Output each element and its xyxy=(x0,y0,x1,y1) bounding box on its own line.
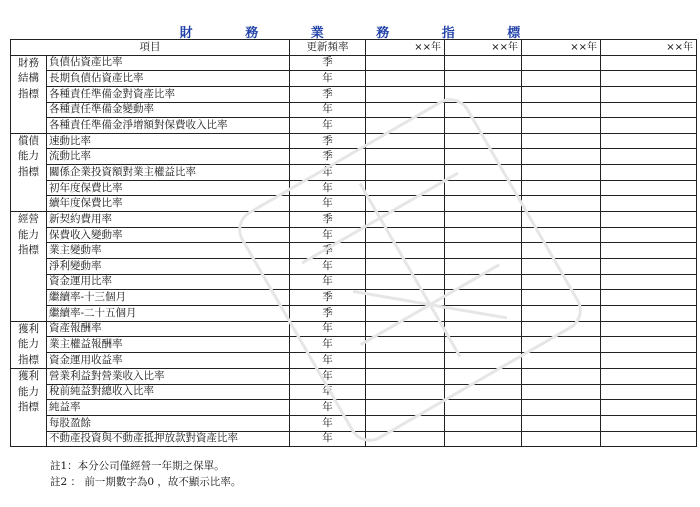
category-cell xyxy=(11,55,47,133)
value-cell xyxy=(366,227,445,243)
frequency-cell: 季 xyxy=(290,212,366,228)
value-cell xyxy=(366,258,445,274)
value-cell xyxy=(522,290,601,306)
indicator-table xyxy=(10,39,697,447)
value-cell xyxy=(445,337,522,353)
value-cell xyxy=(601,180,697,196)
value-cell xyxy=(601,165,697,181)
table-row xyxy=(11,102,697,118)
item-cell: 保費收入變動率 xyxy=(47,227,290,243)
item-cell: 流動比率 xyxy=(47,149,290,165)
value-cell xyxy=(601,415,697,431)
value-cell xyxy=(522,102,601,118)
value-cell xyxy=(366,196,445,212)
value-cell xyxy=(522,353,601,369)
frequency-cell: 年 xyxy=(290,227,366,243)
table-row xyxy=(11,431,697,447)
value-cell xyxy=(445,353,522,369)
category-label: 指標 xyxy=(18,353,39,366)
frequency-cell: 季 xyxy=(290,290,366,306)
item-cell: 初年度保費比率 xyxy=(47,180,290,196)
item-cell: 關係企業投資額對業主權益比率 xyxy=(47,165,290,181)
frequency-cell: 年 xyxy=(290,415,366,431)
frequency-cell: 年 xyxy=(290,400,366,416)
frequency-cell: 季 xyxy=(290,55,366,71)
value-cell xyxy=(522,400,601,416)
value-cell xyxy=(522,415,601,431)
value-cell xyxy=(445,369,522,385)
value-cell xyxy=(445,384,522,400)
frequency-cell: 年 xyxy=(290,180,366,196)
value-cell xyxy=(522,196,601,212)
value-cell xyxy=(601,274,697,290)
value-cell xyxy=(445,227,522,243)
value-cell xyxy=(522,384,601,400)
value-cell xyxy=(601,212,697,228)
value-cell xyxy=(445,180,522,196)
table-row xyxy=(11,227,697,243)
frequency-cell: 季 xyxy=(290,243,366,259)
note-1: 註1：本分公司僅經營一年期之保單。 xyxy=(50,460,225,472)
item-cell: 速動比率 xyxy=(47,133,290,149)
value-cell xyxy=(445,118,522,134)
value-cell xyxy=(445,212,522,228)
value-cell xyxy=(601,55,697,71)
item-cell: 繼續率-二十五個月 xyxy=(47,305,290,321)
item-cell: 每股盈餘 xyxy=(47,415,290,431)
value-cell xyxy=(445,196,522,212)
category-label: 償債 xyxy=(18,134,39,147)
frequency-cell: 年 xyxy=(290,258,366,274)
table-row xyxy=(11,400,697,416)
table-row xyxy=(11,165,697,181)
item-cell: 業主權益報酬率 xyxy=(47,337,290,353)
value-cell xyxy=(366,133,445,149)
value-cell xyxy=(522,321,601,337)
item-cell: 資產報酬率 xyxy=(47,321,290,337)
frequency-cell: 年 xyxy=(290,431,366,447)
category-label: 財務 xyxy=(18,56,39,69)
value-cell xyxy=(522,274,601,290)
value-cell xyxy=(366,274,445,290)
value-cell xyxy=(366,369,445,385)
value-cell xyxy=(522,258,601,274)
note-2: 註2 ： 前一期數字為0 ，故不顯示比率。 xyxy=(50,476,242,488)
category-label: 能力 xyxy=(18,228,39,241)
value-cell xyxy=(522,149,601,165)
table-row xyxy=(11,212,697,228)
table-row xyxy=(11,71,697,87)
item-cell: 淨利變動率 xyxy=(47,258,290,274)
value-cell xyxy=(445,133,522,149)
item-cell: 續年度保費比率 xyxy=(47,196,290,212)
category-cell xyxy=(11,321,47,369)
frequency-cell: 年 xyxy=(290,165,366,181)
table-row xyxy=(11,305,697,321)
frequency-cell: 年 xyxy=(290,102,366,118)
value-cell xyxy=(601,149,697,165)
value-cell xyxy=(601,337,697,353)
table-row xyxy=(11,133,697,149)
category-cell xyxy=(11,212,47,321)
value-cell xyxy=(522,71,601,87)
value-cell xyxy=(601,196,697,212)
value-cell xyxy=(601,102,697,118)
value-cell xyxy=(445,86,522,102)
value-cell xyxy=(445,55,522,71)
value-cell xyxy=(445,431,522,447)
category-label: 結構 xyxy=(18,72,39,85)
table-row xyxy=(11,353,697,369)
frequency-cell: 年 xyxy=(290,71,366,87)
item-cell: 不動產投資與不動產抵押放款對資產比率 xyxy=(47,431,290,447)
value-cell xyxy=(366,321,445,337)
header-year: ××年 xyxy=(601,40,697,56)
header-year: ××年 xyxy=(445,40,522,56)
value-cell xyxy=(366,86,445,102)
table-row xyxy=(11,118,697,134)
value-cell xyxy=(522,305,601,321)
table-row xyxy=(11,180,697,196)
category-label: 能力 xyxy=(18,385,39,398)
table-row xyxy=(11,258,697,274)
table-row xyxy=(11,149,697,165)
value-cell xyxy=(366,149,445,165)
frequency-cell: 年 xyxy=(290,384,366,400)
value-cell xyxy=(522,133,601,149)
category-label: 指標 xyxy=(18,244,39,257)
category-cell xyxy=(11,369,47,447)
frequency-cell: 季 xyxy=(290,86,366,102)
value-cell xyxy=(366,305,445,321)
frequency-cell: 年 xyxy=(290,196,366,212)
value-cell xyxy=(366,243,445,259)
header-frequency: 更新頻率 xyxy=(290,40,366,56)
page-title: 財 務 業 務 指 標 xyxy=(179,26,545,41)
value-cell xyxy=(601,321,697,337)
header-year: ××年 xyxy=(366,40,445,56)
value-cell xyxy=(366,212,445,228)
category-label: 經營 xyxy=(18,213,39,226)
item-cell: 稅前純益對總收入比率 xyxy=(47,384,290,400)
value-cell xyxy=(366,165,445,181)
value-cell xyxy=(601,86,697,102)
frequency-cell: 年 xyxy=(290,369,366,385)
table-row xyxy=(11,321,697,337)
value-cell xyxy=(601,353,697,369)
item-cell: 長期負債佔資產比率 xyxy=(47,71,290,87)
value-cell xyxy=(366,118,445,134)
category-label: 指標 xyxy=(18,165,39,178)
frequency-cell: 季 xyxy=(290,149,366,165)
table-row xyxy=(11,384,697,400)
category-label: 能力 xyxy=(18,338,39,351)
item-cell: 業主變動率 xyxy=(47,243,290,259)
header-year: ××年 xyxy=(522,40,601,56)
value-cell xyxy=(601,243,697,259)
frequency-cell: 季 xyxy=(290,133,366,149)
frequency-cell: 年 xyxy=(290,274,366,290)
value-cell xyxy=(445,165,522,181)
item-cell: 新契約費用率 xyxy=(47,212,290,228)
frequency-cell: 年 xyxy=(290,337,366,353)
value-cell xyxy=(522,243,601,259)
table-row xyxy=(11,290,697,306)
value-cell xyxy=(601,71,697,87)
category-label: 獲利 xyxy=(18,322,39,335)
item-cell: 資金運用比率 xyxy=(47,274,290,290)
value-cell xyxy=(366,71,445,87)
value-cell xyxy=(522,180,601,196)
value-cell xyxy=(601,258,697,274)
value-cell xyxy=(601,431,697,447)
category-label: 指標 xyxy=(18,87,39,100)
frequency-cell: 年 xyxy=(290,321,366,337)
value-cell xyxy=(601,400,697,416)
value-cell xyxy=(522,227,601,243)
item-cell: 負債佔資產比率 xyxy=(47,55,290,71)
item-cell: 營業利益對營業收入比率 xyxy=(47,369,290,385)
value-cell xyxy=(601,227,697,243)
value-cell xyxy=(366,353,445,369)
value-cell xyxy=(366,415,445,431)
value-cell xyxy=(522,431,601,447)
table-row xyxy=(11,243,697,259)
value-cell xyxy=(601,118,697,134)
value-cell xyxy=(445,400,522,416)
value-cell xyxy=(445,102,522,118)
header-row xyxy=(11,40,697,56)
item-cell: 純益率 xyxy=(47,400,290,416)
value-cell xyxy=(445,290,522,306)
value-cell xyxy=(445,415,522,431)
value-cell xyxy=(445,71,522,87)
item-cell: 繼續率-十三個月 xyxy=(47,290,290,306)
frequency-cell: 年 xyxy=(290,118,366,134)
category-label: 獲利 xyxy=(18,370,39,383)
table-row xyxy=(11,369,697,385)
value-cell xyxy=(522,86,601,102)
value-cell xyxy=(522,212,601,228)
value-cell xyxy=(445,321,522,337)
value-cell xyxy=(445,258,522,274)
category-label: 指標 xyxy=(18,401,39,414)
value-cell xyxy=(366,290,445,306)
value-cell xyxy=(522,369,601,385)
value-cell xyxy=(366,384,445,400)
table-row xyxy=(11,55,697,71)
value-cell xyxy=(366,102,445,118)
table-row xyxy=(11,415,697,431)
item-cell: 各種責任準備金變動率 xyxy=(47,102,290,118)
item-cell: 各種責任準備金淨增額對保費收入比率 xyxy=(47,118,290,134)
category-cell xyxy=(11,133,47,211)
value-cell xyxy=(522,55,601,71)
value-cell xyxy=(601,290,697,306)
value-cell xyxy=(366,55,445,71)
table-row xyxy=(11,337,697,353)
table-row xyxy=(11,196,697,212)
value-cell xyxy=(601,133,697,149)
value-cell xyxy=(366,337,445,353)
table-row xyxy=(11,86,697,102)
value-cell xyxy=(601,384,697,400)
value-cell xyxy=(366,180,445,196)
header-item: 項目 xyxy=(11,40,290,56)
notes xyxy=(50,458,241,490)
value-cell xyxy=(445,305,522,321)
value-cell xyxy=(445,149,522,165)
value-cell xyxy=(522,337,601,353)
value-cell xyxy=(601,369,697,385)
category-label: 能力 xyxy=(18,150,39,163)
value-cell xyxy=(601,305,697,321)
value-cell xyxy=(366,431,445,447)
value-cell xyxy=(522,118,601,134)
item-cell: 資金運用收益率 xyxy=(47,353,290,369)
item-cell: 各種責任準備金對資產比率 xyxy=(47,86,290,102)
frequency-cell: 年 xyxy=(290,353,366,369)
value-cell xyxy=(445,243,522,259)
value-cell xyxy=(522,165,601,181)
value-cell xyxy=(445,274,522,290)
frequency-cell: 季 xyxy=(290,305,366,321)
value-cell xyxy=(366,400,445,416)
table-row xyxy=(11,274,697,290)
